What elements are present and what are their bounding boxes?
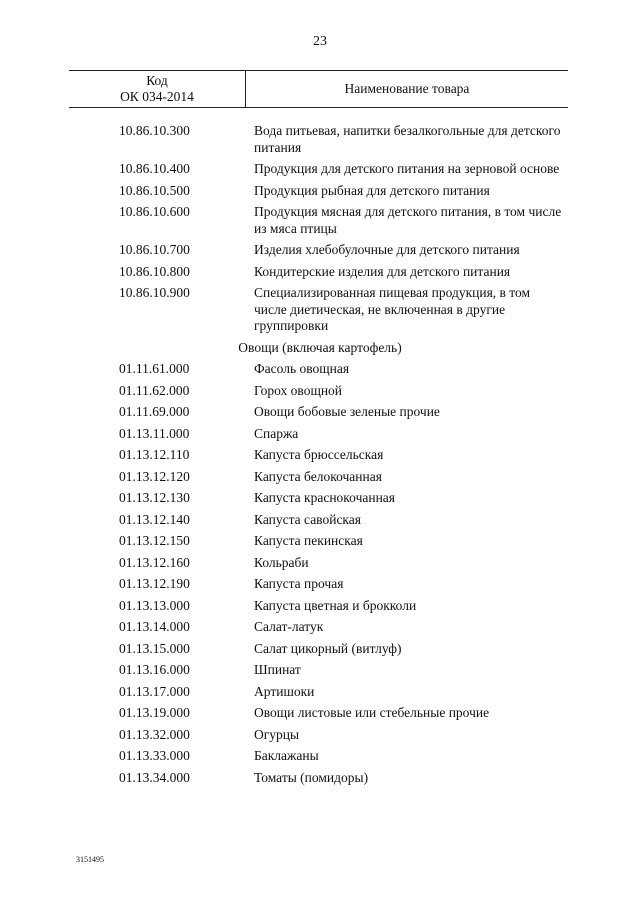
table-row [0,748,640,765]
row-name: Салат-латук [254,619,324,634]
table-header [69,70,568,108]
row-code: 01.13.12.160 [119,554,190,570]
row-code: 01.11.69.000 [119,404,190,419]
table-row [0,242,640,259]
row-code: 01.13.12.130 [119,490,190,505]
table-group-vegetables [0,361,640,786]
row-name: Шпинат [254,662,301,677]
row-code: 10.86.10.700 [119,242,190,257]
row-code: 01.13.11.000 [119,425,190,441]
header-name-column: Наименование товара [344,81,470,96]
table-row [0,641,640,658]
document-footer-code: 3151495 [76,855,104,864]
table-row [0,404,640,421]
table-row [0,447,640,464]
table-row [0,469,640,486]
row-code: 01.13.12.150 [119,533,190,548]
table-row [0,204,640,237]
row-code: 10.86.10.400 [119,161,190,176]
header-code-label: Код [146,73,168,88]
row-name: Томаты (помидоры) [254,769,369,785]
row-name: Капуста цветная и брокколи [254,597,417,613]
row-code: 10.86.10.900 [119,285,190,300]
row-name: Кондитерские изделия для детского питания [254,263,511,279]
row-code: 01.11.62.000 [119,382,190,398]
row-name: Огурцы [254,726,300,742]
table-row [0,727,640,744]
table-group-baby-food [0,123,640,335]
row-code: 01.13.12.190 [119,576,190,591]
row-name: Салат цикорный (витлуф) [254,640,402,656]
row-name: Изделия хлебобулочные для детского питания [254,242,520,257]
row-name: Баклажаны [254,748,319,763]
page-number: 23 [313,34,327,49]
table-row [0,285,640,335]
row-name: Капуста белокочанная [254,468,382,484]
row-name: Артишоки [254,683,315,699]
table-row [0,662,640,679]
header-code-standard: ОК 034-2014 [120,89,194,104]
row-name: Капуста пекинская [254,533,363,548]
row-code: 01.13.34.000 [119,769,190,785]
row-name: Специализированная пищевая продукция, в том числе диетическая, не включенная в другие группировки [254,285,531,333]
table-row [0,555,640,572]
row-name: Спаржа [254,425,299,441]
table-row [0,426,640,443]
row-name: Горох овощной [254,382,343,398]
row-code: 10.86.10.600 [119,204,190,219]
row-code: 01.13.15.000 [119,640,190,656]
row-code: 01.13.32.000 [119,726,190,742]
row-name: Кольраби [254,554,309,570]
table-row [0,161,640,178]
row-name: Капуста брюссельская [254,447,384,462]
row-code: 01.13.33.000 [119,748,190,763]
table-row [0,705,640,722]
row-code: 10.86.10.500 [119,182,190,198]
row-code: 10.86.10.300 [119,123,190,138]
table-row [0,264,640,281]
row-code: 01.13.12.110 [119,447,190,462]
row-name: Продукция рыбная для детского питания [254,182,490,198]
table-row [0,576,640,593]
row-code: 01.13.16.000 [119,662,190,677]
row-name: Продукция мясная для детского питания, в том числе из мяса птицы [254,204,562,236]
table-body [0,123,640,791]
row-name: Овощи бобовые зеленые прочие [254,404,440,419]
row-code: 01.13.12.120 [119,468,190,484]
header-code-column [69,71,246,107]
row-name: Продукция для детского питания на зерновой основе [254,161,560,176]
table-row [0,123,640,156]
table-row [0,183,640,200]
table-row [0,361,640,378]
row-code: 10.86.10.800 [119,263,190,279]
table-row [0,490,640,507]
table-row [0,770,640,787]
table-row [0,598,640,615]
table-row [0,619,640,636]
row-code: 01.13.19.000 [119,705,190,720]
table-row [0,533,640,550]
row-code: 01.13.13.000 [119,597,190,613]
row-name: Овощи листовые или стебельные прочие [254,705,490,720]
row-name: Фасоль овощная [254,361,350,376]
row-code: 01.13.17.000 [119,683,190,699]
row-name: Капуста краснокочанная [254,490,396,505]
row-code: 01.13.12.140 [119,511,190,527]
section-title: Овощи (включая картофель) [238,339,402,355]
row-code: 01.11.61.000 [119,361,190,376]
row-code: 01.13.14.000 [119,619,190,634]
row-name: Капуста савойская [254,511,361,527]
row-name: Капуста прочая [254,576,344,591]
table-row [0,684,640,701]
table-row [0,383,640,400]
row-name: Вода питьевая, напитки безалкогольные для детского питания [254,123,561,155]
table-row [0,512,640,529]
